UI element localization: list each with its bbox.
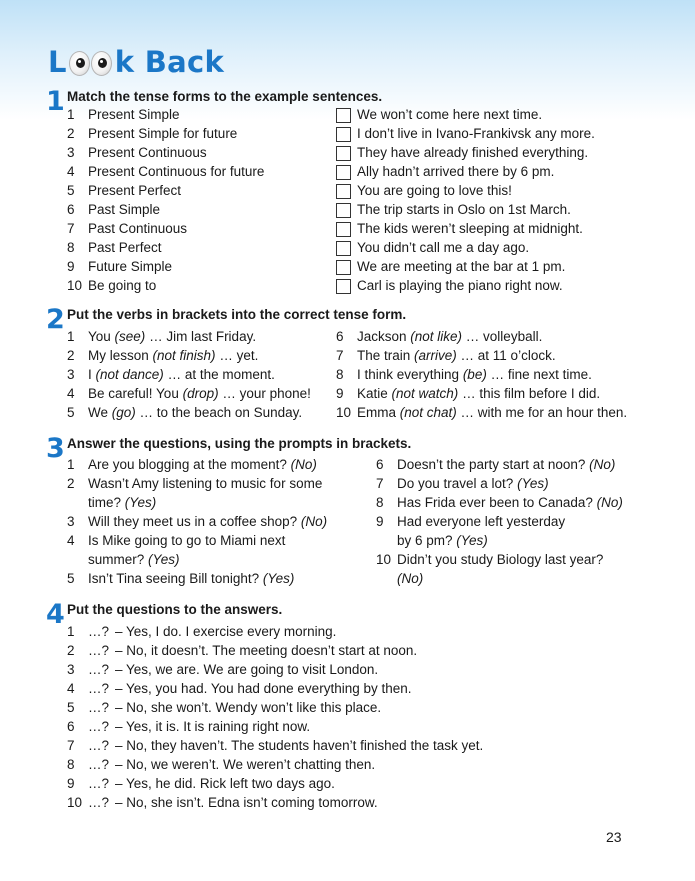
verb-prompt: (drop): [182, 386, 219, 401]
section-4-instruction: Put the questions to the answers.: [67, 602, 283, 617]
question-text: Isn’t Tina seeing Bill tonight?: [88, 571, 263, 586]
section-2-instruction: Put the verbs in brackets into the correct tense form.: [67, 307, 407, 322]
item-text: I: [88, 367, 96, 382]
checkbox-icon[interactable]: [336, 146, 351, 161]
exercise-item: [67, 403, 302, 422]
title-suffix: k Back: [114, 45, 225, 79]
example-sentence: The kids weren’t sleeping at midnight.: [357, 221, 583, 236]
checkbox-icon[interactable]: [336, 165, 351, 180]
item-number: 6: [67, 202, 75, 217]
question-item: [67, 455, 317, 474]
tense-label: Present Simple for future: [88, 126, 238, 141]
section-2-number: 2: [46, 304, 65, 335]
checkbox-icon[interactable]: [336, 127, 351, 142]
example-sentence: You didn’t call me a day ago.: [357, 240, 530, 255]
answer-prompt: (No): [596, 495, 623, 510]
question-placeholder: …?: [88, 757, 110, 772]
item-number: 7: [376, 476, 384, 491]
question-placeholder: …?: [88, 738, 110, 753]
item-number: 8: [67, 240, 75, 255]
item-number: 8: [336, 367, 344, 382]
eyes-icon: [69, 43, 113, 79]
item-text: … fine next time.: [486, 367, 592, 382]
tense-label: Present Continuous: [88, 145, 207, 160]
question-placeholder: …?: [88, 662, 110, 677]
tense-item: [67, 276, 156, 295]
example-sentence: They have already finished everything.: [357, 145, 589, 160]
item-number: 1: [67, 329, 75, 344]
exercise-item: [336, 346, 556, 365]
verb-prompt: (not watch): [391, 386, 459, 401]
item-text: … your phone!: [218, 386, 311, 401]
item-number: 3: [67, 145, 75, 160]
question-item-continued: [67, 493, 156, 512]
right-eye-icon: [91, 51, 112, 76]
exercise-item: [336, 403, 627, 422]
answer-prompt: (Yes): [124, 495, 157, 510]
tense-label: Present Continuous for future: [88, 164, 265, 179]
item-number: 8: [376, 495, 384, 510]
question-item: [67, 512, 327, 531]
section-1-instruction: Match the tense forms to the example sentences.: [67, 89, 383, 104]
item-number: 5: [67, 183, 75, 198]
item-text: … volleyball.: [462, 329, 543, 344]
left-eye-icon: [69, 51, 90, 76]
tense-item: [67, 238, 162, 257]
question-text: Is Mike going to go to Miami next: [88, 533, 286, 548]
item-text: Jackson: [357, 329, 411, 344]
item-number: 3: [67, 514, 75, 529]
answer-prompt: (No): [290, 457, 317, 472]
item-number: 10: [67, 278, 83, 293]
item-number: 1: [67, 457, 75, 472]
page-number: 23: [606, 829, 622, 845]
answer-text: – No, she isn’t. Edna isn’t coming tomorrow.: [115, 795, 378, 810]
answer-prompt: (Yes): [262, 571, 295, 586]
answer-text: – No, it doesn’t. The meeting doesn’t start at noon.: [115, 643, 418, 658]
section-1-number: 1: [46, 86, 65, 117]
question-item: [67, 474, 322, 493]
item-number: 3: [67, 662, 75, 677]
tense-item: [67, 143, 207, 162]
exercise-item: [336, 327, 542, 346]
example-sentence: Ally hadn’t arrived there by 6 pm.: [357, 164, 555, 179]
tense-item: [67, 257, 172, 276]
item-number: 1: [67, 107, 75, 122]
answer-text: – Yes, I do. I exercise every morning.: [115, 624, 337, 639]
item-number: 3: [67, 367, 75, 382]
exercise-item: [67, 346, 258, 365]
answer-prompt: (Yes): [148, 552, 180, 567]
checkbox-icon[interactable]: [336, 203, 351, 218]
section-4-number: 4: [46, 599, 65, 630]
item-number: 1: [67, 624, 75, 639]
item-text: … at 11 o’clock.: [456, 348, 556, 363]
item-number: 2: [67, 643, 75, 658]
example-sentence: Carl is playing the piano right now.: [357, 278, 563, 293]
question-placeholder: …?: [88, 700, 110, 715]
verb-prompt: (not like): [410, 329, 463, 344]
answer-prompt: (Yes): [517, 476, 549, 491]
question-text: Doesn’t the party start at noon?: [397, 457, 590, 472]
question-placeholder: …?: [88, 719, 110, 734]
tense-label: Past Perfect: [88, 240, 162, 255]
item-number: 9: [336, 386, 344, 401]
tense-item: [67, 200, 160, 219]
item-number: 9: [67, 259, 75, 274]
verb-prompt: (see): [114, 329, 146, 344]
tense-label: Future Simple: [88, 259, 173, 274]
question-placeholder: …?: [88, 624, 110, 639]
answer-prompt: (No): [589, 457, 616, 472]
verb-prompt: (be): [462, 367, 487, 382]
exercise-item: [336, 365, 592, 384]
question-item-continued: [376, 569, 423, 588]
item-text: The train: [357, 348, 415, 363]
item-number: 5: [67, 700, 75, 715]
answer-text: – No, she won’t. Wendy won’t like this place.: [115, 700, 382, 715]
question-placeholder: …?: [88, 681, 110, 696]
item-number: 7: [67, 221, 75, 236]
question-item: [376, 550, 603, 569]
item-number: 4: [67, 164, 75, 179]
page-title: [48, 44, 224, 82]
item-text: We: [88, 405, 112, 420]
example-sentence: I don’t live in Ivano-Frankivsk any more.: [357, 126, 595, 141]
item-number: 9: [67, 776, 75, 791]
item-text: … yet.: [215, 348, 259, 363]
item-number: 7: [67, 738, 75, 753]
exercise-item: [67, 327, 256, 346]
section-3-instruction: Answer the questions, using the prompts in brackets.: [67, 436, 412, 451]
tense-label: Past Continuous: [88, 221, 188, 236]
question-text: Wasn’t Amy listening to music for some: [88, 476, 323, 491]
question-text: Will they meet us in a coffee shop?: [88, 514, 301, 529]
item-text: I think everything: [357, 367, 463, 382]
exercise-item: [67, 384, 311, 403]
item-number: 7: [336, 348, 344, 363]
item-number: 6: [336, 329, 344, 344]
item-number: 10: [336, 405, 352, 420]
verb-prompt: (not chat): [399, 405, 457, 420]
verb-prompt: (not finish): [152, 348, 216, 363]
item-text: Be careful! You: [88, 386, 183, 401]
item-number: 5: [67, 405, 75, 420]
answer-text: – No, we weren’t. We weren’t chatting then.: [115, 757, 376, 772]
item-number: 10: [67, 795, 83, 810]
question-text: time?: [88, 495, 125, 510]
tense-label: Be going to: [88, 278, 157, 293]
item-number: 4: [67, 681, 75, 696]
checkbox-icon[interactable]: [336, 108, 351, 123]
question-text: by 6 pm?: [397, 533, 457, 548]
question-item: [376, 512, 565, 531]
item-text: … to the beach on Sunday.: [135, 405, 303, 420]
verb-prompt: (go): [111, 405, 136, 420]
item-number: 8: [67, 757, 75, 772]
checkbox-icon[interactable]: [336, 241, 351, 256]
example-sentence: We are meeting at the bar at 1 pm.: [357, 259, 566, 274]
question-item-continued: [67, 550, 180, 569]
question-item-continued: [376, 531, 488, 550]
question-text: Has Frida ever been to Canada?: [397, 495, 597, 510]
question-placeholder: …?: [88, 795, 110, 810]
tense-label: Present Perfect: [88, 183, 182, 198]
question-item: [67, 531, 285, 550]
section-3-number: 3: [46, 433, 65, 464]
answer-text: – Yes, he did. Rick left two days ago.: [115, 776, 335, 791]
answer-prompt: (Yes): [456, 533, 488, 548]
item-number: 5: [67, 571, 75, 586]
checkbox-icon[interactable]: [336, 222, 351, 237]
answer-prompt: (No): [300, 514, 328, 529]
question-item: [376, 455, 615, 474]
question-item: [376, 493, 623, 512]
item-number: 6: [67, 719, 75, 734]
example-sentence: We won’t come here next time.: [357, 107, 543, 122]
item-text: My lesson: [88, 348, 153, 363]
question-item: [67, 569, 294, 588]
item-text: You: [88, 329, 115, 344]
tense-item: [67, 162, 264, 181]
question-text: Are you blogging at the moment?: [88, 457, 291, 472]
tense-label: Past Simple: [88, 202, 161, 217]
tense-item: [67, 124, 237, 143]
question-text: summer?: [88, 552, 149, 567]
item-number: 2: [67, 126, 75, 141]
item-number: 4: [67, 386, 75, 401]
tense-item: [67, 105, 180, 124]
item-text: … with me for an hour then.: [456, 405, 628, 420]
question-placeholder: …?: [88, 776, 110, 791]
exercise-item: [67, 365, 275, 384]
item-text: Emma: [357, 405, 400, 420]
question-placeholder: …?: [88, 643, 110, 658]
tense-item: [67, 181, 181, 200]
checkbox-icon[interactable]: [336, 184, 351, 199]
answer-text: – Yes, you had. You had done everything by then.: [115, 681, 412, 696]
answer-prompt: (No): [397, 571, 424, 586]
item-text: … this film before I did.: [458, 386, 601, 401]
item-text: Katie: [357, 386, 392, 401]
checkbox-icon[interactable]: [336, 260, 351, 275]
verb-prompt: (not dance): [95, 367, 164, 382]
verb-prompt: (arrive): [414, 348, 457, 363]
item-number: 10: [376, 552, 392, 567]
question-text: Didn’t you study Biology last year?: [397, 552, 604, 567]
question-text: Had everyone left yesterday: [397, 514, 566, 529]
question-item: [376, 474, 549, 493]
item-number: 4: [67, 533, 75, 548]
item-text: … at the moment.: [163, 367, 275, 382]
checkbox-icon[interactable]: [336, 279, 351, 294]
example-sentence: You are going to love this!: [357, 183, 512, 198]
example-sentence: The trip starts in Oslo on 1st March.: [357, 202, 571, 217]
tense-label: Present Simple: [88, 107, 180, 122]
tense-item: [67, 219, 187, 238]
item-number: 2: [67, 348, 75, 363]
title-prefix: L: [48, 45, 67, 79]
item-number: 2: [67, 476, 75, 491]
exercise-item: [336, 384, 600, 403]
item-number: 6: [376, 457, 384, 472]
item-number: 9: [376, 514, 384, 529]
item-text: … Jim last Friday.: [145, 329, 257, 344]
question-text: Do you travel a lot?: [397, 476, 518, 491]
answer-text: – No, they haven’t. The students haven’t finished the task yet.: [115, 738, 484, 753]
answer-text: – Yes, we are. We are going to visit London.: [115, 662, 379, 677]
answer-text: – Yes, it is. It is raining right now.: [115, 719, 311, 734]
